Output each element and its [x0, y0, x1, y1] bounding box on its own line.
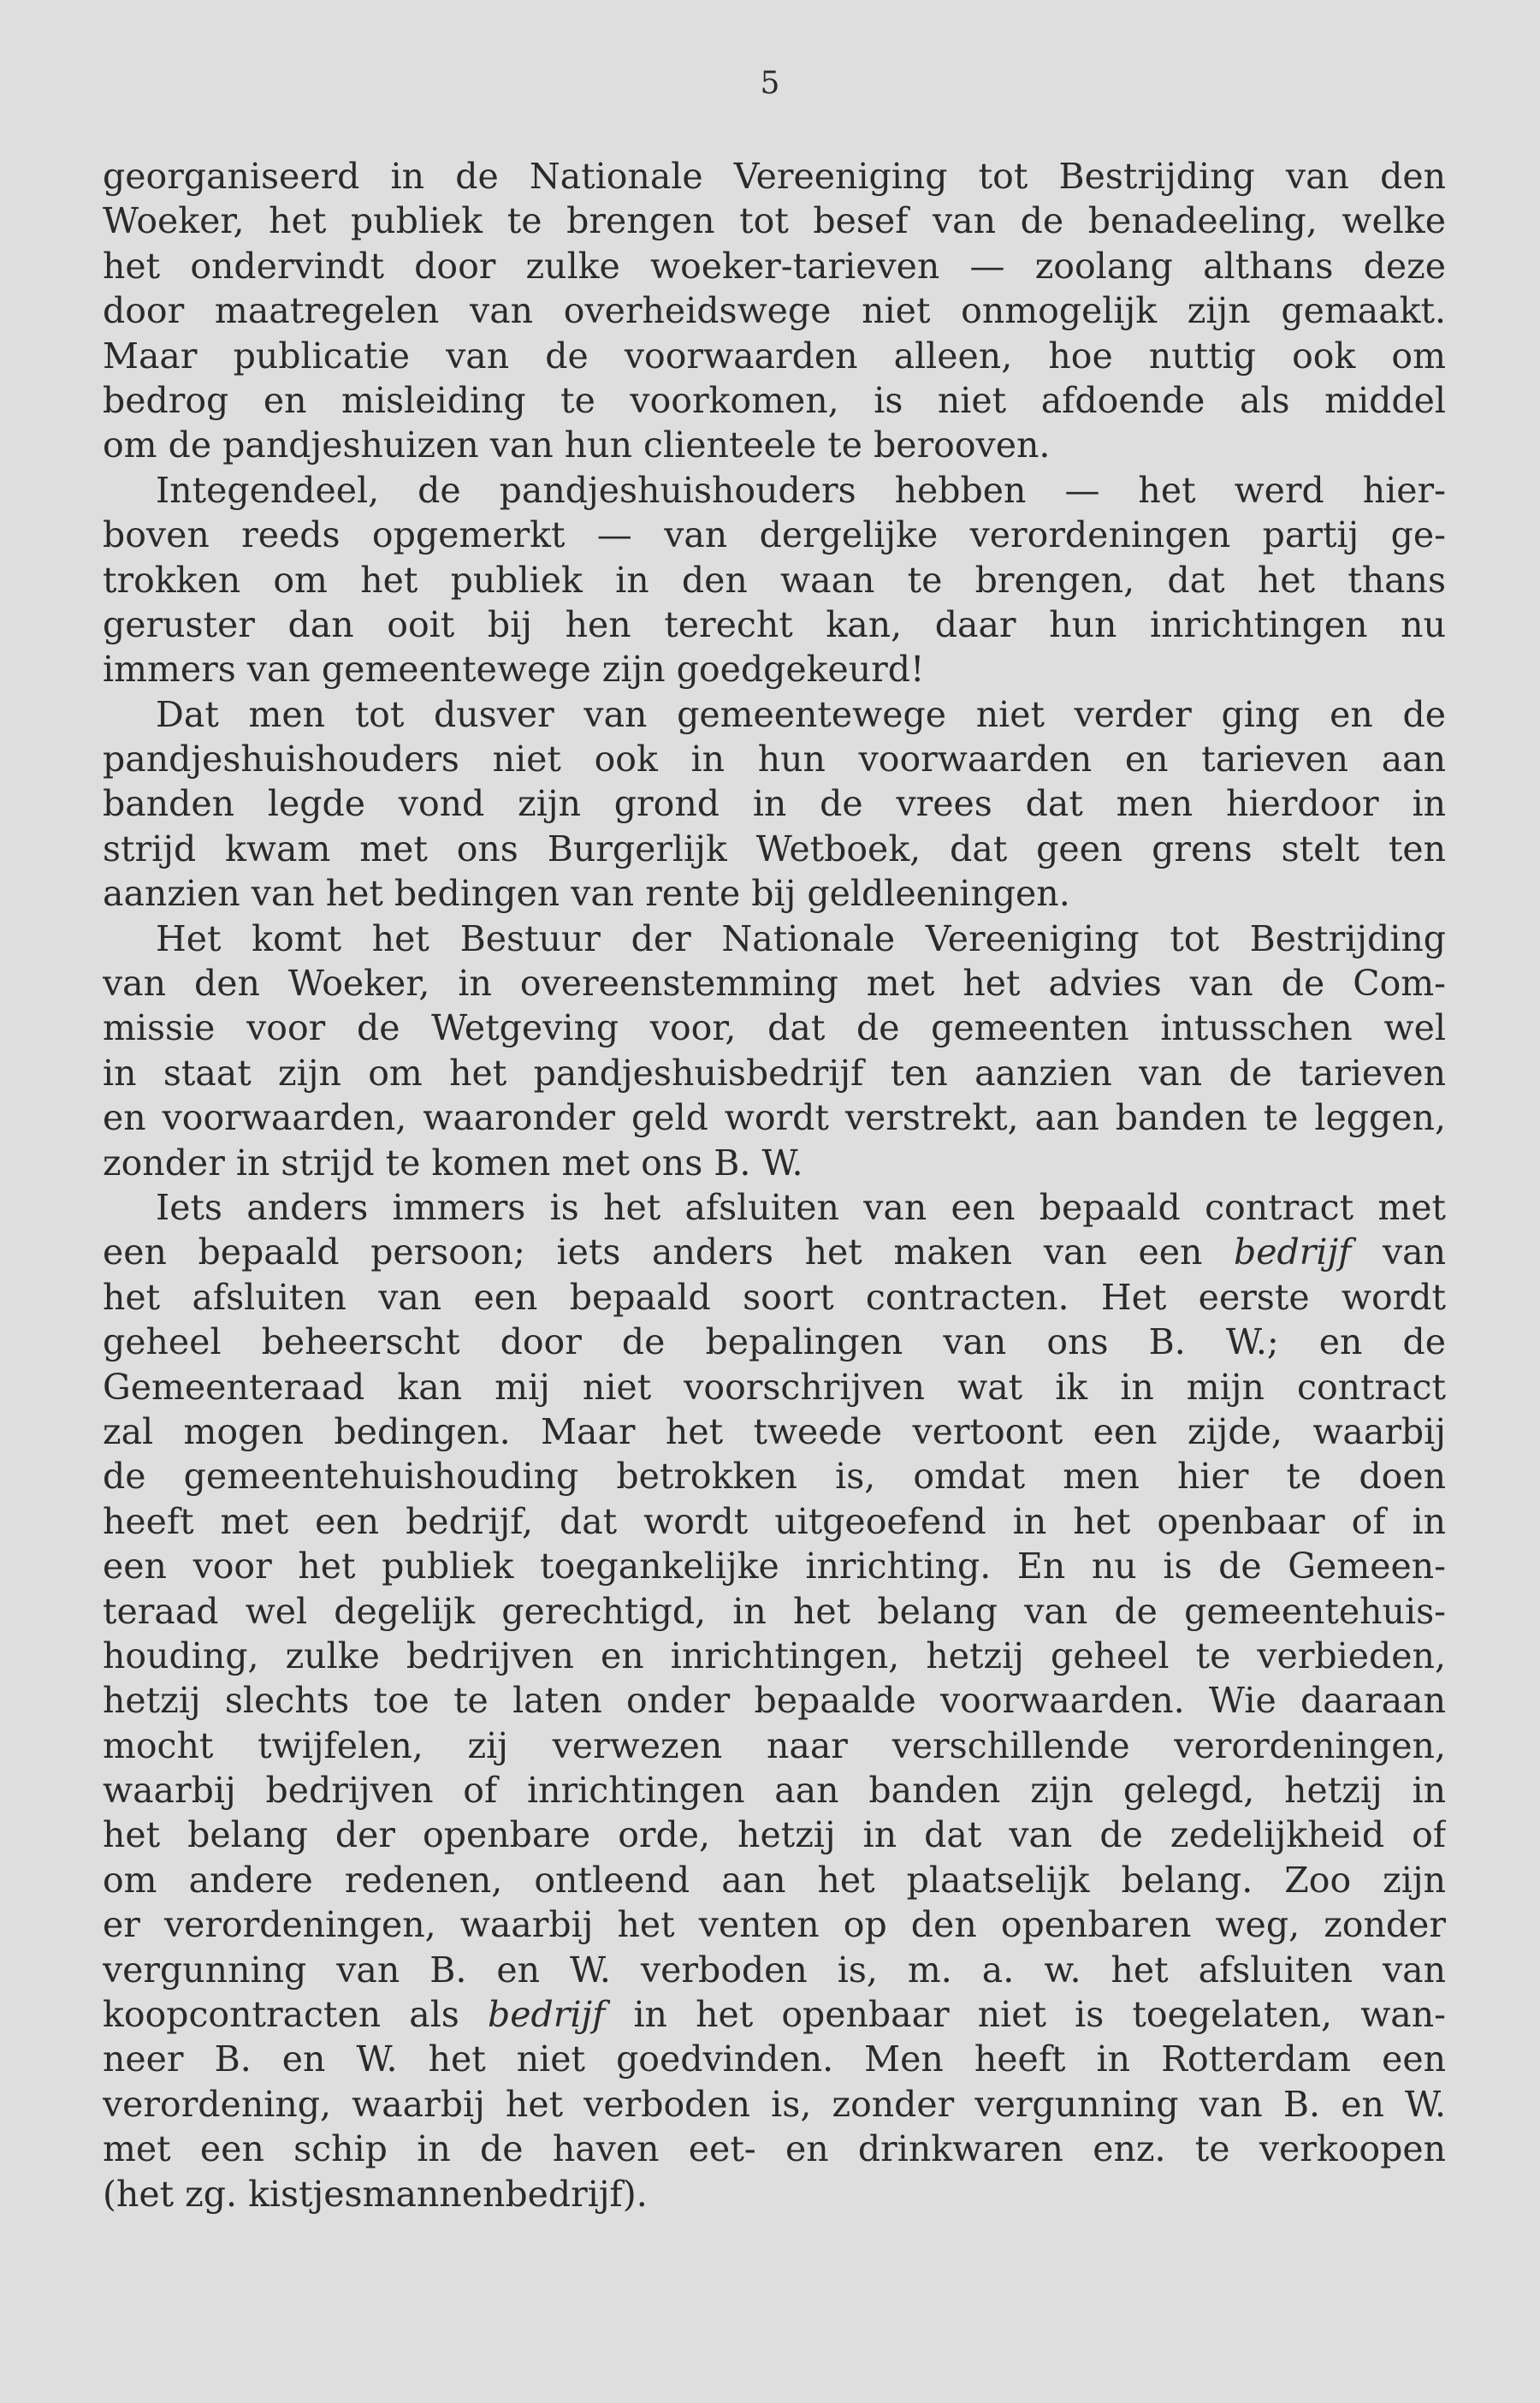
text-line: houding, zulke bedrijven en inrichtingen, hetzij geheel te verbieden,	[103, 1635, 1446, 1676]
text-line: strijd kwam met ons Burgerlijk Wetboek, dat geen grens stelt ten	[103, 828, 1446, 869]
text-line: geruster dan ooit bij hen terecht kan, daar hun inrichtingen nu	[103, 603, 1446, 645]
paragraph	[103, 917, 1446, 1185]
text-line: om de pandjeshuizen van hun clienteele te berooven.	[103, 424, 1051, 466]
text-line: aanzien van het bedingen van rente bij geldleeningen.	[103, 873, 1070, 915]
text-line: vergunning van B. en W. verboden is, m. a. w. het afsluiten van	[103, 1949, 1446, 1991]
text-line: waarbij bedrijven of inrichtingen aan banden zijn gelegd, hetzij in	[103, 1770, 1446, 1812]
text-line: door maatregelen van overheidswege niet onmogelijk zijn gemaakt.	[103, 290, 1446, 332]
text-line: Dat men tot dusver van gemeentewege niet verder ging en de	[156, 693, 1446, 735]
text-line: missie voor de Wetgeving voor, dat de gemeenten intusschen wel	[103, 1007, 1446, 1049]
text-line: pandjeshuishouders niet ook in hun voorwaarden en tarieven aan	[103, 739, 1446, 780]
text-line: georganiseerd in de Nationale Vereeniging tot Bestrijding van den	[103, 156, 1446, 197]
paragraph	[103, 154, 1446, 468]
text-line: koopcontracten als bedrijf in het openbaar niet is toegelaten, wan-	[103, 1994, 1446, 2036]
text-line: Woeker, het publiek te brengen tot besef van de benadeeling, welke	[103, 200, 1446, 242]
text-line: trokken om het publiek in den waan te brengen, dat het thans	[103, 559, 1446, 601]
text-line: verordening, waarbij het verboden is, zonder vergunning van B. en W.	[103, 2083, 1446, 2125]
text-line: in staat zijn om het pandjeshuisbedrijf ten aanzien van de tarieven	[103, 1052, 1446, 1094]
text-line: de gemeentehuishouding betrokken is, omdat men hier te doen	[103, 1456, 1446, 1498]
text-line: hetzij slechts toe te laten onder bepaalde voorwaarden. Wie daaraan	[103, 1680, 1446, 1722]
paragraph	[103, 1185, 1446, 2216]
body-text	[103, 154, 1446, 2216]
text-line: een bepaald persoon; iets anders het maken van een bedrijf van	[103, 1231, 1446, 1273]
text-line: mocht twijfelen, zij verwezen naar verschillende verordeningen,	[103, 1724, 1446, 1766]
text-line: neer B. en W. het niet goedvinden. Men heeft in Rotterdam een	[103, 2038, 1446, 2080]
text-line: het afsluiten van een bepaald soort contracten. Het eerste wordt	[103, 1276, 1446, 1318]
text-line: zal mogen bedingen. Maar het tweede vertoont een zijde, waarbij	[103, 1410, 1446, 1452]
text-line: om andere redenen, ontleend aan het plaatselijk belang. Zoo zijn	[103, 1859, 1446, 1901]
text-line: Gemeenteraad kan mij niet voorschrijven wat ik in mijn contract	[103, 1366, 1446, 1408]
text-line: immers van gemeentewege zijn goedgekeurd!	[103, 649, 925, 691]
paragraph	[103, 468, 1446, 692]
text-line: Iets anders immers is het afsluiten van een bepaald contract met	[156, 1186, 1446, 1228]
text-line: geheel beheerscht door de bepalingen van ons B. W.; en de	[103, 1321, 1446, 1363]
text-line: en voorwaarden, waaronder geld wordt verstrekt, aan banden te leggen,	[103, 1097, 1446, 1139]
text-line: boven reeds opgemerkt — van dergelijke verordeningen partij ge-	[103, 514, 1446, 556]
text-line: teraad wel degelijk gerechtigd, in het belang van de gemeentehuis-	[103, 1590, 1446, 1632]
text-line: zonder in strijd te komen met ons B. W.	[103, 1142, 803, 1184]
text-line: Maar publicatie van de voorwaarden alleen, hoe nuttig ook om	[103, 335, 1446, 377]
text-line: van den Woeker, in overeenstemming met het advies van de Com-	[103, 963, 1446, 1005]
text-line: bedrog en misleiding te voorkomen, is niet afdoende als middel	[103, 379, 1446, 421]
text-line: met een schip in de haven eet- en drinkwaren enz. te verkoopen	[103, 2128, 1446, 2170]
text-line: (het zg. kistjesmannenbedrijf).	[103, 2173, 648, 2215]
page-number: 5	[760, 66, 780, 101]
text-line: het ondervindt door zulke woeker-tarieven — zoolang althans deze	[103, 245, 1446, 287]
text-line: er verordeningen, waarbij het venten op den openbaren weg, zonder	[103, 1904, 1446, 1946]
text-line: het belang der openbare orde, hetzij in dat van de zedelijkheid of	[103, 1814, 1446, 1856]
paragraph	[103, 692, 1446, 917]
text-line: Integendeel, de pandjeshuishouders hebben — het werd hier-	[156, 469, 1446, 511]
text-line: banden legde vond zijn grond in de vrees dat men hierdoor in	[103, 783, 1446, 825]
text-line: Het komt het Bestuur der Nationale Vereeniging tot Bestrijding	[156, 917, 1446, 959]
text-line: een voor het publiek toegankelijke inrichting. En nu is de Gemeen-	[103, 1546, 1446, 1587]
text-line: heeft met een bedrijf, dat wordt uitgeoefend in het openbaar of in	[103, 1500, 1446, 1542]
